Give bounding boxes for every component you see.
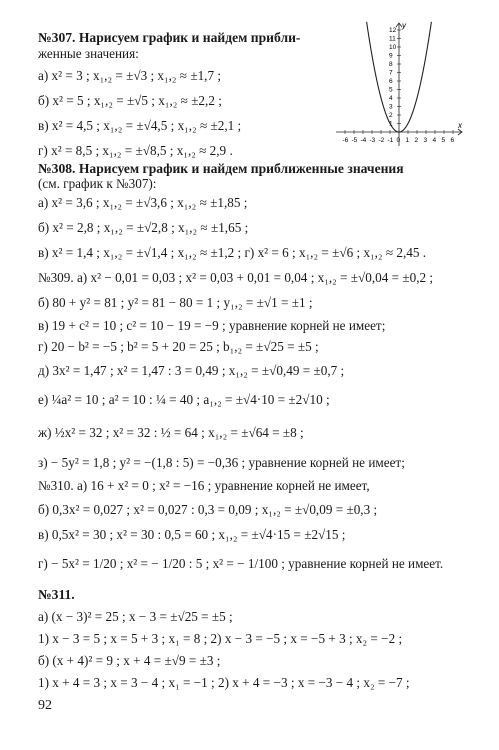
x-tick-label: -4 <box>360 137 367 144</box>
parabola-graph <box>334 20 466 150</box>
text-line: в) x² = 1,4 ; x₁,₂ = ±√1,4 ; x₁,₂ ≈ ±1,2 ; г) x² = 6 ; x₁,₂ = ±√6 ; x₁,₂ ≈ 2,45 . <box>38 245 427 260</box>
y-tick-label: 9 <box>389 52 393 60</box>
text-line: е) ¼a² = 10 ; a² = 10 : ¼ = 40 ; a₁,₂ = ±√4·10 = ±2√10 ; <box>38 392 330 407</box>
x-tick-label: 1 <box>405 137 410 144</box>
text-line: б) x² = 5 ; x₁,₂ = ±√5 ; x₁,₂ ≈ ±2,2 ; <box>38 93 222 108</box>
text-line: в) x² = 4,5 ; x₁,₂ = ±√4,5 ; x₁,₂ ≈ ±2,1 ; <box>38 118 242 133</box>
text-line: 1) x + 4 = 3 ; x = 3 − 4 ; x₁ = −1 ; 2) x + 4 = −3 ; x = −3 − 4 ; x₂ = −7 ; <box>38 675 410 690</box>
x-axis-label: x <box>458 121 462 130</box>
graph-ticks <box>343 27 455 144</box>
y-tick-label: 4 <box>389 95 393 102</box>
text-line: №307. Нарисуем график и найдем прибли- <box>38 30 301 45</box>
x-tick-label: -6 <box>342 137 349 144</box>
text-line: №310. а) 16 + x² = 0 ; x² = −16 ; уравнение корней не имеет, <box>38 478 370 493</box>
x-tick-label: -1 <box>387 137 394 144</box>
y-tick-label: 3 <box>389 103 393 111</box>
text-line: №309. а) x² − 0,01 = 0,03 ; x² = 0,03 + 0,01 = 0,04 ; x₁,₂ = ±√0,04 = ±0,2 ; <box>38 270 434 285</box>
x-tick-label: -5 <box>351 137 358 144</box>
text-line: д) 3x² = 1,47 ; x² = 1,47 : 3 = 0,49 ; x₁,₂ = ±√0,49 = ±0,7 ; <box>38 363 345 378</box>
y-tick-label: 2 <box>389 112 393 119</box>
y-tick-label: 6 <box>389 78 393 85</box>
text-line: з) − 5y² = 1,8 ; y² = −(1,8 : 5) = −0,36 ; уравнение корней не имеет; <box>38 455 405 470</box>
text-line: в) 0,5x² = 30 ; x² = 30 : 0,5 = 60 ; x₁,₂ = ±√4·15 = ±2√15 ; <box>38 527 346 542</box>
text-line: ж) ½x² = 32 ; x² = 32 : ½ = 64 ; x₁,₂ = ±√64 = ±8 ; <box>38 425 304 440</box>
text-line: б) 80 + y² = 81 ; y² = 81 − 80 = 1 ; y₁,₂ = ±√1 = ±1 ; <box>38 295 313 310</box>
y-tick-label: 7 <box>389 69 393 77</box>
y-tick-label: 10 <box>389 44 397 51</box>
x-tick-label: 2 <box>414 137 419 144</box>
text-line: женные значения: <box>38 46 139 61</box>
text-line: б) 0,3x² = 0,027 ; x² = 0,027 : 0,3 = 0,09 ; x₁,₂ = ±√0,09 = ±0,3 ; <box>38 502 378 517</box>
text-line: а) (x − 3)² = 25 ; x − 3 = ±√25 = ±5 ; <box>38 609 233 624</box>
text-line: г) x² = 8,5 ; x₁,₂ = ±√8,5 ; x₁,₂ ≈ 2,9 . <box>38 143 233 158</box>
text-line: в) 19 + c² = 10 ; c² = 10 − 19 = −9 ; уравнение корней не имеет; <box>38 318 386 333</box>
x-tick-label: 4 <box>432 137 437 144</box>
x-tick-label: -2 <box>378 137 385 144</box>
text-line: №311. <box>38 587 75 602</box>
page-number: 92 <box>38 698 52 713</box>
y-tick-label: 5 <box>389 86 393 94</box>
y-tick-label: 12 <box>389 27 397 34</box>
y-tick-label: 8 <box>389 61 393 68</box>
x-tick-label: 3 <box>423 137 428 144</box>
x-tick-label: -3 <box>369 137 376 144</box>
text-line: 1) x − 3 = 5 ; x = 5 + 3 ; x₁ = 8 ; 2) x − 3 = −5 ; x = −5 + 3 ; x₂ = −2 ; <box>38 631 403 646</box>
text-line: а) x² = 3,6 ; x₁,₂ = ±√3,6 ; x₁,₂ ≈ ±1,85 ; <box>38 195 248 210</box>
y-tick-label: 11 <box>389 35 396 43</box>
text-line: г) − 5x² = 1/20 ; x² = − 1/20 : 5 ; x² = − 1/100 ; уравнение корней не имеет. <box>38 556 444 571</box>
x-tick-label: 6 <box>450 137 455 144</box>
text-line: (см. график к №307): <box>38 176 157 191</box>
text-line: г) 20 − b² = −5 ; b² = 5 + 20 = 25 ; b₁,₂ = ±√25 = ±5 ; <box>38 339 319 354</box>
graph-axes <box>336 23 462 146</box>
x-tick-label: 5 <box>441 137 446 144</box>
y-tick-label: 1 <box>389 120 393 128</box>
y-axis-label: y <box>402 21 406 30</box>
x-tick-label: 0 <box>396 137 401 144</box>
text-line: б) (x + 4)² = 9 ; x + 4 = ±√9 = ±3 ; <box>38 653 221 668</box>
text-line: б) x² = 2,8 ; x₁,₂ = ±√2,8 ; x₁,₂ ≈ ±1,65 ; <box>38 220 249 235</box>
text-line: №308. Нарисуем график и найдем приближенные значения <box>38 161 404 176</box>
text-line: а) x² = 3 ; x₁,₂ = ±√3 ; x₁,₂ ≈ ±1,7 ; <box>38 68 222 83</box>
